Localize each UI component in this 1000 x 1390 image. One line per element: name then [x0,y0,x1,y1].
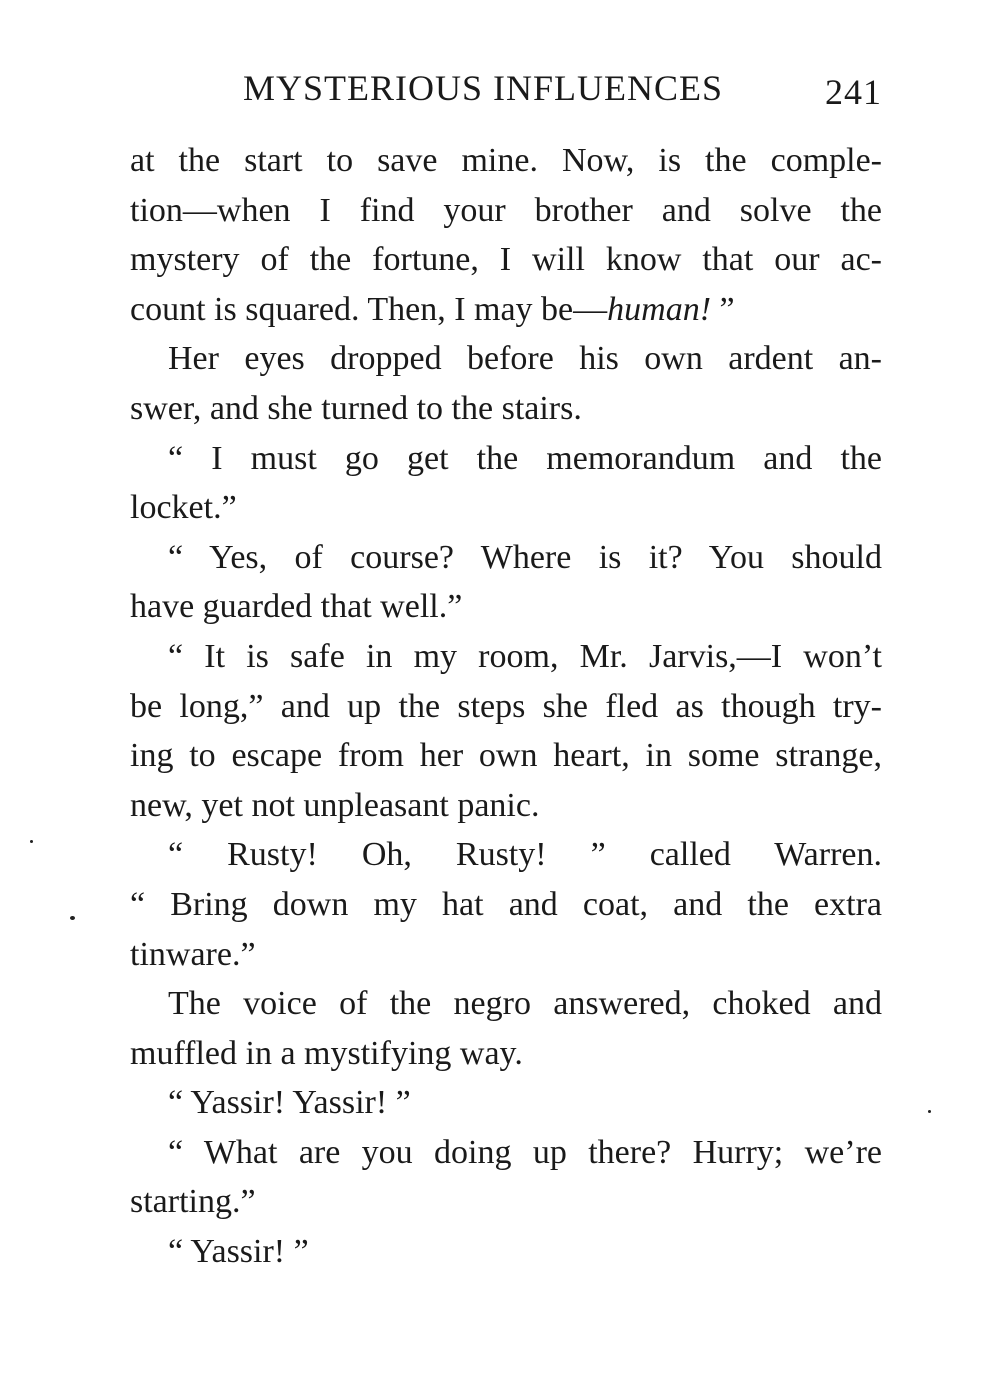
paragraph-8 [130,1078,882,1128]
text-line: “ I must go get the memorandum and the [168,439,882,477]
paragraph-2 [130,334,882,433]
text-line: “ Rusty! Oh, Rusty! ” called Warren. [168,836,882,874]
paragraph-1 [130,136,882,334]
page-number: 241 [825,72,882,112]
text-line: locket.” [130,489,237,527]
text-line: ing to escape from her own heart, in some strange, [130,737,882,775]
print-speck [928,1110,931,1113]
text-line: have guarded that well.” [130,588,463,626]
text-line: starting.” [130,1183,256,1221]
text-line: “ Yassir! Yassir! ” [168,1084,411,1122]
text-run: count is squared. Then, I may be— [130,290,608,328]
text-line: be long,” and up the steps she fled as though try- [130,687,882,725]
running-head [130,62,882,114]
text-line: tinware.” [130,935,256,973]
print-speck [30,840,33,843]
text-line: The voice of the negro answered, choked and [168,985,882,1023]
text-line: mystery of the fortune, I will know that our ac- [130,241,882,279]
text-line: Her eyes dropped before his own ardent an- [168,340,882,378]
text-line: “ Yassir! ” [168,1233,309,1271]
text-line: “ Bring down my hat and coat, and the extra [130,885,882,923]
paragraph-4 [130,533,882,632]
body-text [130,136,882,1277]
running-title: MYSTERIOUS INFLUENCES [243,68,724,108]
paragraph-3 [130,434,882,533]
text-run: ” [711,290,735,328]
emphasis-text: human! [607,290,712,328]
text-line [130,285,882,335]
paragraph-5 [130,632,882,830]
paragraph-6 [130,830,882,979]
paragraph-7 [130,979,882,1078]
paragraph-10 [130,1227,882,1277]
text-line: new, yet not unpleasant panic. [130,786,540,824]
text-line: “ What are you doing up there? Hurry; we’re [168,1133,882,1171]
text-line: “ Yes, of course? Where is it? You should [168,538,882,576]
print-speck [70,916,75,920]
paragraph-9 [130,1128,882,1227]
text-line: muffled in a mystifying way. [130,1034,523,1072]
text-line: at the start to save mine. Now, is the comple- [130,142,882,179]
text-line: swer, and she turned to the stairs. [130,389,582,427]
text-line: tion—when I find your brother and solve the [130,191,882,229]
text-line: “ It is safe in my room, Mr. Jarvis,—I won’t [168,637,882,675]
